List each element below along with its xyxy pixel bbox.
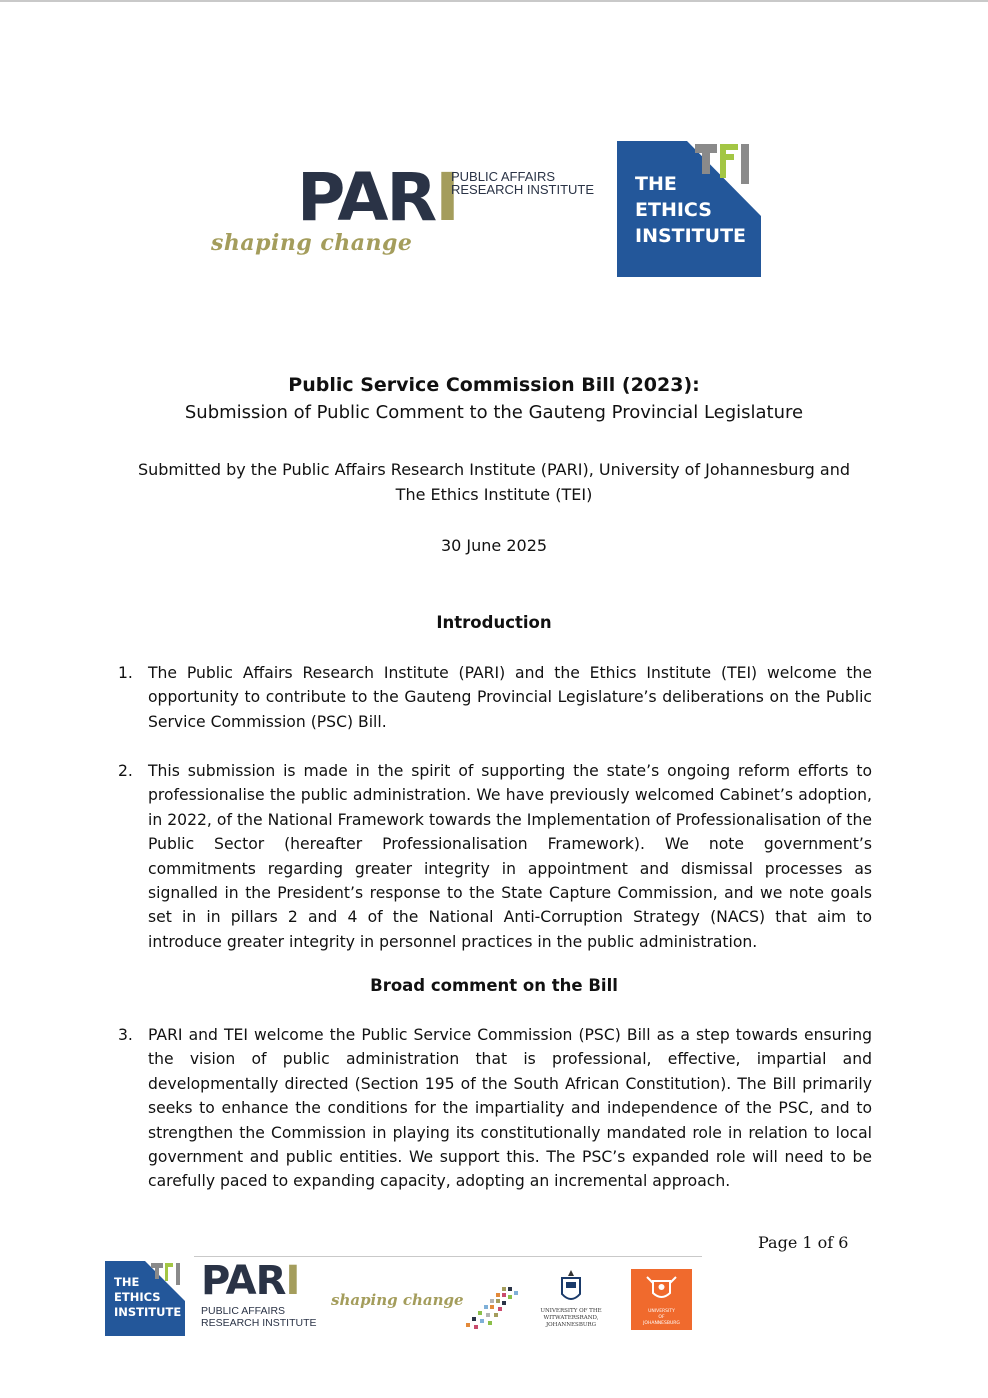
footer-pari-wordmark: PARI bbox=[201, 1258, 300, 1304]
uj-text: UNIVERSITY OF JOHANNESBURG bbox=[643, 1309, 680, 1326]
submitted-line-1: Submitted by the Public Affairs Research Institute (PARI), University of Johannesburg and bbox=[137, 460, 851, 479]
uj-emblem-icon bbox=[631, 1269, 692, 1309]
page-number: Page 1 of 6 bbox=[758, 1233, 849, 1252]
document-date: 30 June 2025 bbox=[440, 536, 548, 555]
footer-divider bbox=[194, 1256, 702, 1257]
paragraph-number: 3. bbox=[118, 1026, 133, 1044]
pari-tagline: shaping change bbox=[211, 230, 413, 256]
pari-subtitle: PUBLIC AFFAIRS RESEARCH INSTITUTE bbox=[451, 169, 595, 197]
paragraph-number: 2. bbox=[118, 762, 133, 780]
document-title: Public Service Commission Bill (2023): bbox=[288, 374, 700, 396]
pari-logo bbox=[205, 160, 595, 270]
submitted-by bbox=[0, 457, 988, 507]
submitted-line-2: The Ethics Institute (TEI) bbox=[395, 485, 593, 504]
numbered-paragraph bbox=[118, 759, 872, 954]
section-heading-introduction: Introduction bbox=[436, 613, 552, 632]
paragraph-text: The Public Affairs Research Institute (PARI) and the Ethics Institute (TEI) welcome the opportunity to contribute to the Gauteng Provincial Legislature’s deliberations on the Public Service Commission (PSC) Bill. bbox=[148, 664, 872, 731]
pari-wordmark: PARI bbox=[297, 159, 458, 236]
numbered-paragraph bbox=[118, 661, 872, 734]
paragraph-text: This submission is made in the spirit of supporting the state’s ongoing reform efforts to professionalise the public administration. We have previously welcomed Cabinet’s adoption, in 2022, of the National Framework towards the Implementation of Professionalisation of the Public Sector (hereafter Professionalisation Framework). We note government’s commitments regarding greater integrity in appointment and dismissal processes as signalled in the President’s response to the State Capture Commission, and we note goals set in in pillars 2 and 4 of the National Anti-Corruption Strategy (NACS) that aim to introduce greater integrity in personnel practices in the public administration. bbox=[148, 762, 872, 951]
document-subtitle: Submission of Public Comment to the Gauteng Provincial Legislature bbox=[184, 402, 804, 423]
uj-logo bbox=[631, 1269, 692, 1330]
section-heading-broad-comment: Broad comment on the Bill bbox=[370, 976, 618, 995]
wits-text: UNIVERSITY OF THE WITWATERSRAND, JOHANNESBURG bbox=[540, 1308, 602, 1328]
wits-crest-icon bbox=[536, 1268, 606, 1308]
footer-tei-text: THE ETHICS INSTITUTE bbox=[114, 1275, 182, 1319]
footer-pari-subtitle: PUBLIC AFFAIRS RESEARCH INSTITUTE bbox=[201, 1305, 317, 1329]
tei-logo bbox=[617, 141, 761, 277]
footer-tagline: shaping change bbox=[331, 1291, 464, 1309]
top-border bbox=[0, 0, 988, 2]
paragraph-text: PARI and TEI welcome the Public Service Commission (PSC) Bill as a step towards ensuring the vision of public administration that is professional, effective, impartial and developmentally directed (Section 195 of the South African Constitution). The Bill primarily seeks to enhance the conditions for the impartiality and independence of the PSC, and to strengthen the Commission in playing its constitutionally mandated role in relation to local government and public entities. We support this. The PSC’s expanded role will need to be carefully paced to expanding capacity, adopting an incremental approach. bbox=[148, 1026, 872, 1191]
footer-tei-logo bbox=[105, 1261, 185, 1336]
tei-logo-text: THE ETHICS INSTITUTE bbox=[635, 173, 747, 247]
pixel-dots-icon bbox=[458, 1283, 520, 1329]
numbered-paragraph bbox=[118, 1023, 872, 1194]
paragraph-number: 1. bbox=[118, 664, 133, 682]
wits-logo bbox=[536, 1268, 606, 1338]
